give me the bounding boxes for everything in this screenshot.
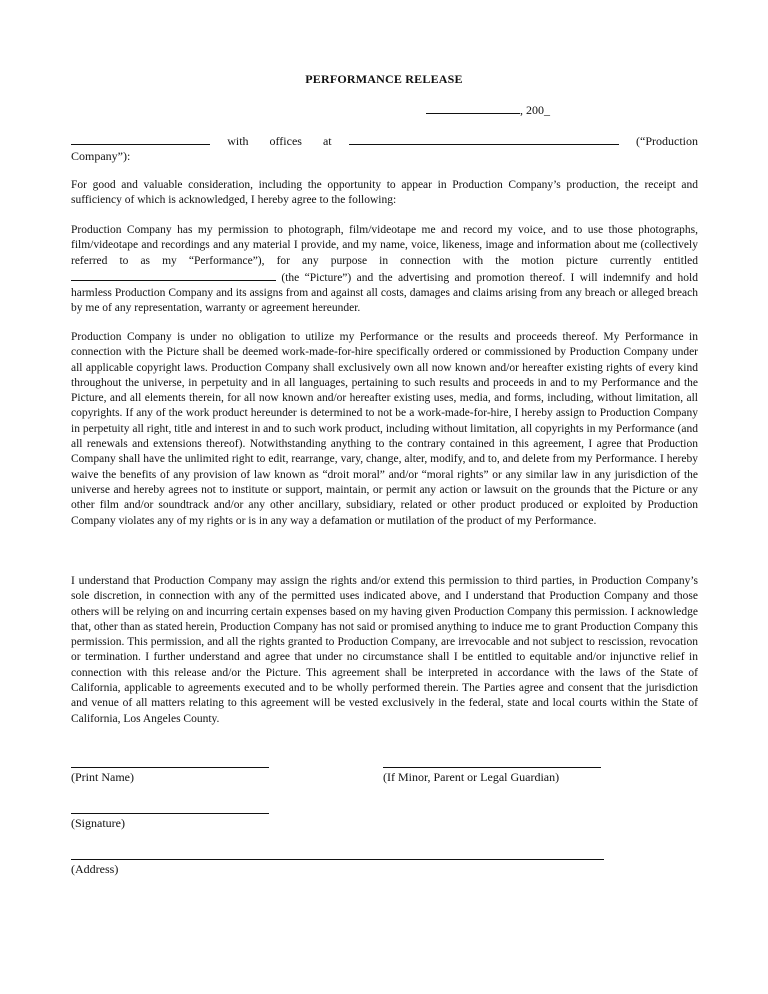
guardian-label: (If Minor, Parent or Legal Guardian) xyxy=(383,770,560,784)
date-suffix: , 200_ xyxy=(520,103,550,117)
work-for-hire-paragraph: Production Company is under no obligation to utilize my Performance or the results and proceeds thereof. My Performance in connection with the Picture shall be deemed work-made-for-hire specifically ordered or commissioned by Production Company under all applicable copyright laws. Production Company shall exclusively own all now known and/or hereafter existing rights of every kind throughout the universe, in perpetuity and in all languages, pertaining to such results and proceeds in and to my Performance and the Picture, and all elements therein, for all now known and/or hereafter existing uses, media, and forms, including, without limitation, all copyrights. If any of the work product hereunder is determined to not be a work-made-for-hire, I hereby assign to Production Company in perpetuity all right, title and interest in and to such work product, including without limitation, all copyrights in my Performance (and all renewals and extensions thereof). Notwithstanding anything to the contrary contained in this agreement, I agree that Production Company shall have the unlimited right to edit, rearrange, vary, change, alter, modify, and to, and delete from my Performance. I hereby waive the benefits of any provision of law known as “droit moral” and/or “moral rights” or any similar law in any jurisdiction of the universe and hereby agrees not to institute or support, maintain, or permit any action or lawsuit on the grounds that the Picture or any other film and/or soundtrack and/or any other ancillary, subsidiary, related or other product produced or exploited by Production Company violates any of my rights or is in any way a defamation or mutilation of the product of my Performance. xyxy=(71,331,698,527)
signature-line xyxy=(71,813,269,814)
consideration-paragraph: For good and valuable consideration, including the opportunity to appear in Production Company’s production, the receipt and sufficiency of which is acknowledged, I hereby agree to the following: xyxy=(71,179,698,207)
signature-label: (Signature) xyxy=(71,816,125,830)
picture-title-blank xyxy=(71,269,276,281)
address-line xyxy=(71,859,604,860)
print-name-line xyxy=(71,767,269,768)
document-title: PERFORMANCE RELEASE xyxy=(305,72,463,86)
permission-text: Production Company has my permission to photograph, film/videotape me and record my voice, and to use those photographs, film/videotape and recordings and any material I provide, and my name, voice, likeness, image and information about me (collectively referred to as my “Performance”), for any purpose in connection with the motion picture currently entitled xyxy=(71,224,698,267)
permission-paragraph xyxy=(71,223,698,317)
production-company-open-text: (“Production xyxy=(636,134,698,148)
with-offices-at-text: with offices at xyxy=(227,134,332,148)
date-line xyxy=(426,102,550,118)
company-address-blank xyxy=(349,133,619,145)
production-company-close-text: Company”): xyxy=(71,149,131,163)
assignment-paragraph: I understand that Production Company may assign the rights and/or extend this permission to third parties, in Production Company’s sole discretion, in connection with any of the permitted uses indicated above, and I understand that Production Company and those others will be relying on and incurring certain expenses based on my having given Production Company this permission. I acknowledge that, other than as stated herein, Production Company has not said or promised anything to induce me to grant Production Company this permission. This permission, and all the rights granted to Production Company, are irrevocable and not subject to rescission, revocation or termination. I further understand and agree that under no circumstance shall I be entitled to equitable and/or injunctive relief in connection with this release and/or the Picture. This agreement shall be interpreted in accordance with the laws of the State of California, applicable to agreements executed and to be wholly performed therein. The Parties agree and consent that the jurisdiction and venue of all matters relating to this agreement will be vested exclusively in the federal, state and local courts within the State of California, Los Angeles County. xyxy=(71,575,698,725)
address-label: (Address) xyxy=(71,862,119,876)
date-blank xyxy=(426,102,520,114)
guardian-line xyxy=(383,767,601,768)
print-name-label: (Print Name) xyxy=(71,770,134,784)
indemnify-text: (the “Picture”) and the advertising and promotion thereof. I will indemnify and hold harmless Production Company and its assigns from and against all costs, damages and claims arising from any breach or alleged breach by me of any representation, warranty or agreement hereunder. xyxy=(71,271,698,315)
production-company-line xyxy=(71,133,698,164)
company-name-blank xyxy=(71,133,210,145)
